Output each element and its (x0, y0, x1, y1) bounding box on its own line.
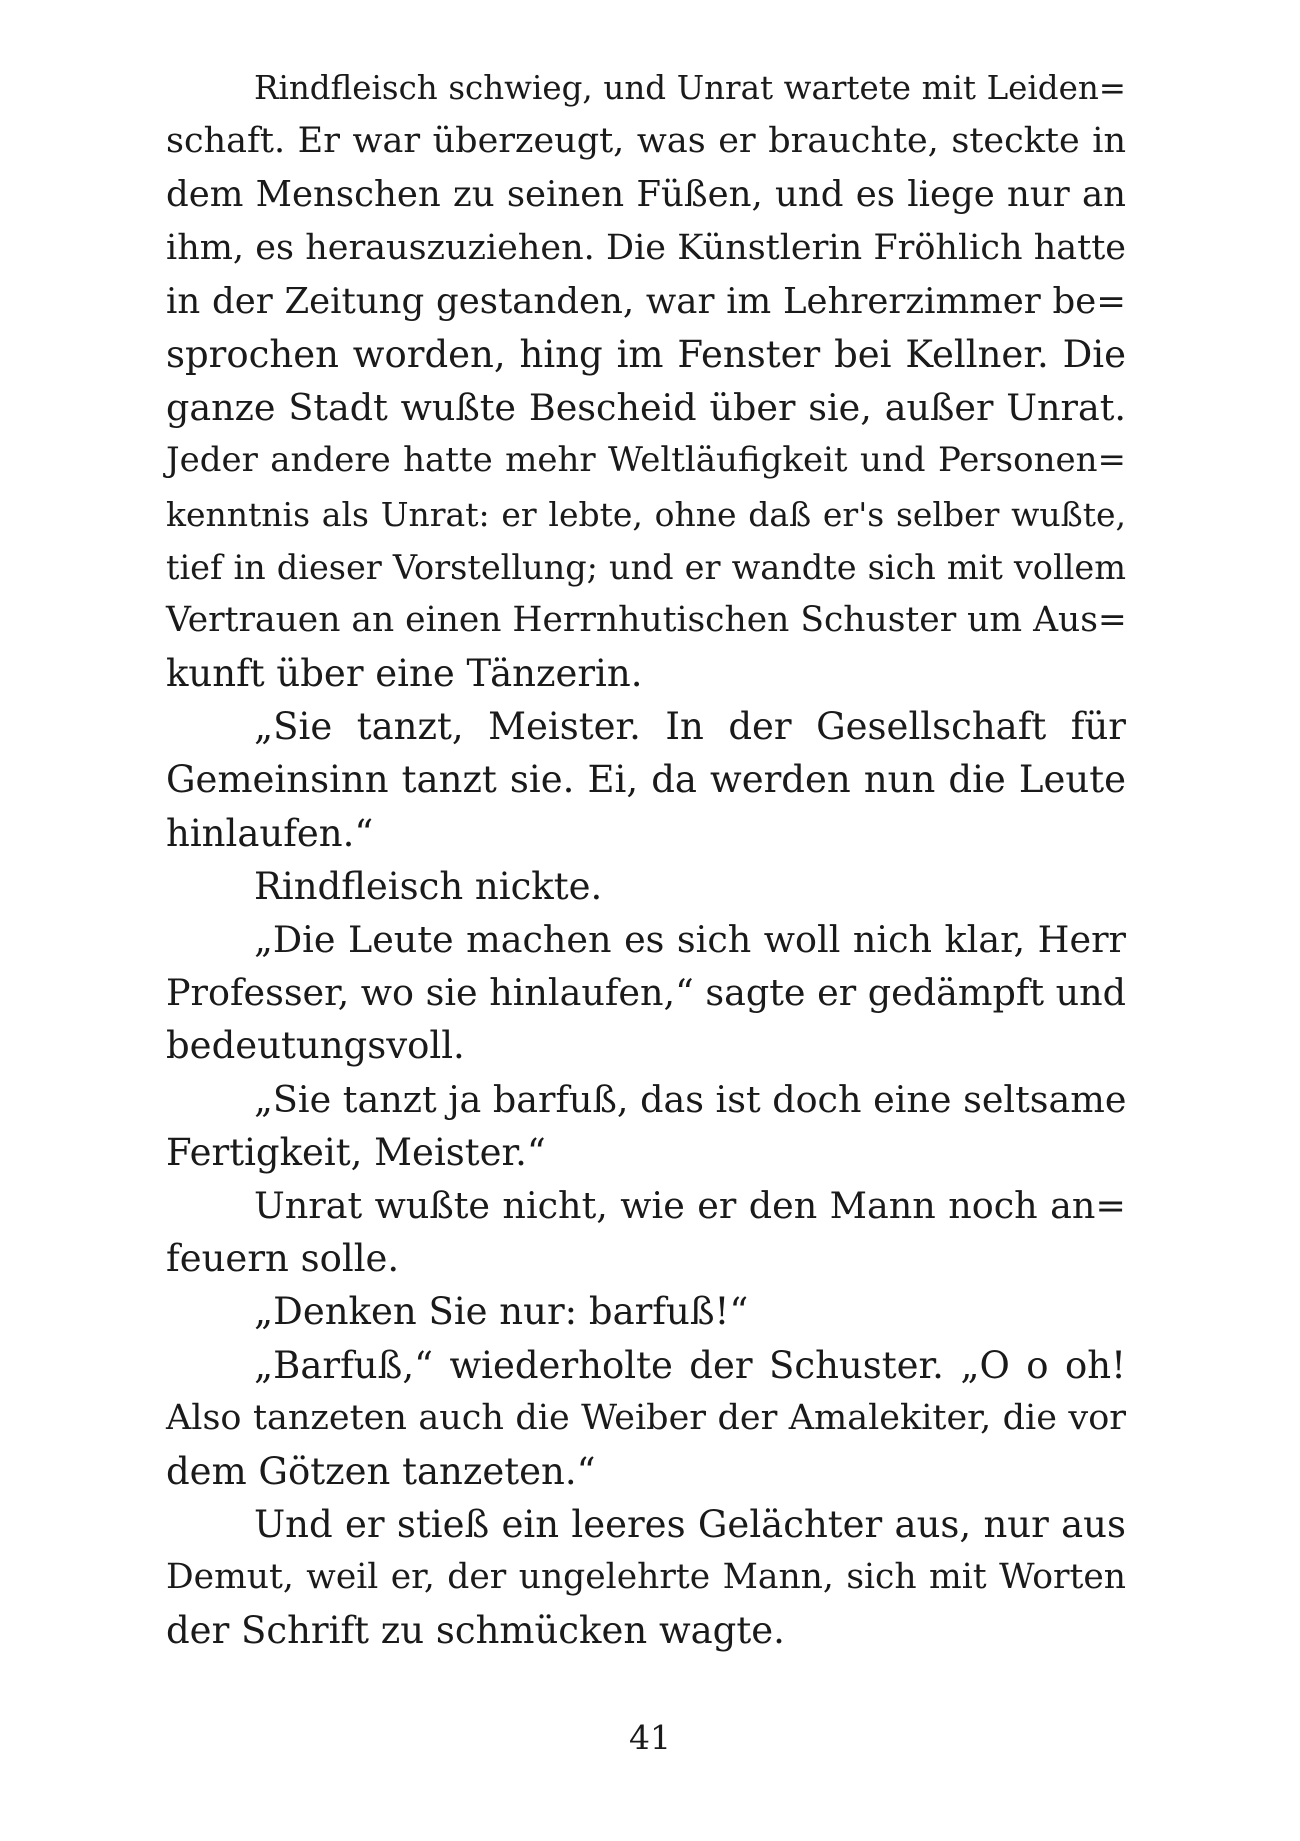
text-line: „Barfuß,“ wiederholte der Schuster. „O o oh! (254, 1343, 1126, 1387)
text-line: dem Götzen tanzeten.“ (166, 1449, 596, 1493)
text-line: Rindfleisch schwieg, und Unrat wartete mit Leiden= (254, 69, 1126, 107)
text-line: feuern solle. (166, 1237, 400, 1281)
text-line: bedeutungsvoll. (166, 1024, 465, 1068)
text-line: „Die Leute machen es sich woll nich klar, Herr (254, 918, 1126, 961)
text-line: kenntnis als Unrat: er lebte, ohne daß er's selber wußte, (166, 494, 1126, 534)
text-line: Gemeinsinn tanzt sie. Ei, da werden nun die Leute (166, 758, 1126, 802)
text-line: Demut, weil er, der ungelehrte Mann, sich mit Worten (166, 1557, 1126, 1598)
text-line: dem Menschen zu seinen Füßen, und es liege nur an (166, 174, 1126, 216)
page-body-text (166, 62, 1126, 1658)
text-line: „Sie tanzt ja barfuß, das ist doch eine seltsame (254, 1077, 1127, 1121)
text-line: Und er stieß ein leeres Gelächter aus, nur aus (254, 1503, 1126, 1547)
text-line: Unrat wußte nicht, wie er den Mann noch an= (254, 1183, 1126, 1227)
text-line: ganze Stadt wußte Bescheid über sie, außer Unrat. (166, 386, 1126, 430)
text-line: ihm, es herauszuziehen. Die Künstlerin Fröhlich hatte (166, 227, 1126, 268)
text-line: hinlaufen.“ (166, 811, 374, 855)
text-line: Fertigkeit, Meister.“ (166, 1130, 546, 1174)
page-number: 41 (629, 1718, 671, 1757)
text-line: tief in dieser Vorstellung; und er wandte sich mit vollem (166, 547, 1126, 587)
text-line: Also tanzeten auch die Weiber der Amalekiter, die vor (166, 1397, 1126, 1438)
text-line: „Sie tanzt, Meister. In der Gesellschaft für (254, 705, 1126, 749)
text-line: schaft. Er war überzeugt, was er brauchte, steckte in (166, 121, 1126, 162)
text-line: „Denken Sie nur: barfuß!“ (254, 1290, 749, 1334)
text-line: Rindfleisch nickte. (254, 864, 603, 908)
text-line: Professer, wo sie hinlaufen,“ sagte er gedämpft und (166, 971, 1126, 1015)
text-line: der Schrift zu schmücken wagte. (166, 1609, 785, 1653)
text-line: kunft über eine Tänzerin. (166, 652, 643, 696)
text-line: sprochen worden, hing im Fenster bei Kellner. Die (166, 332, 1126, 376)
text-line: Vertrauen an einen Herrnhutischen Schuster um Aus= (166, 599, 1127, 640)
text-line: Jeder andere hatte mehr Weltläufigkeit und Personen= (166, 440, 1126, 481)
text-line: in der Zeitung gestanden, war im Lehrerzimmer be= (166, 280, 1126, 322)
